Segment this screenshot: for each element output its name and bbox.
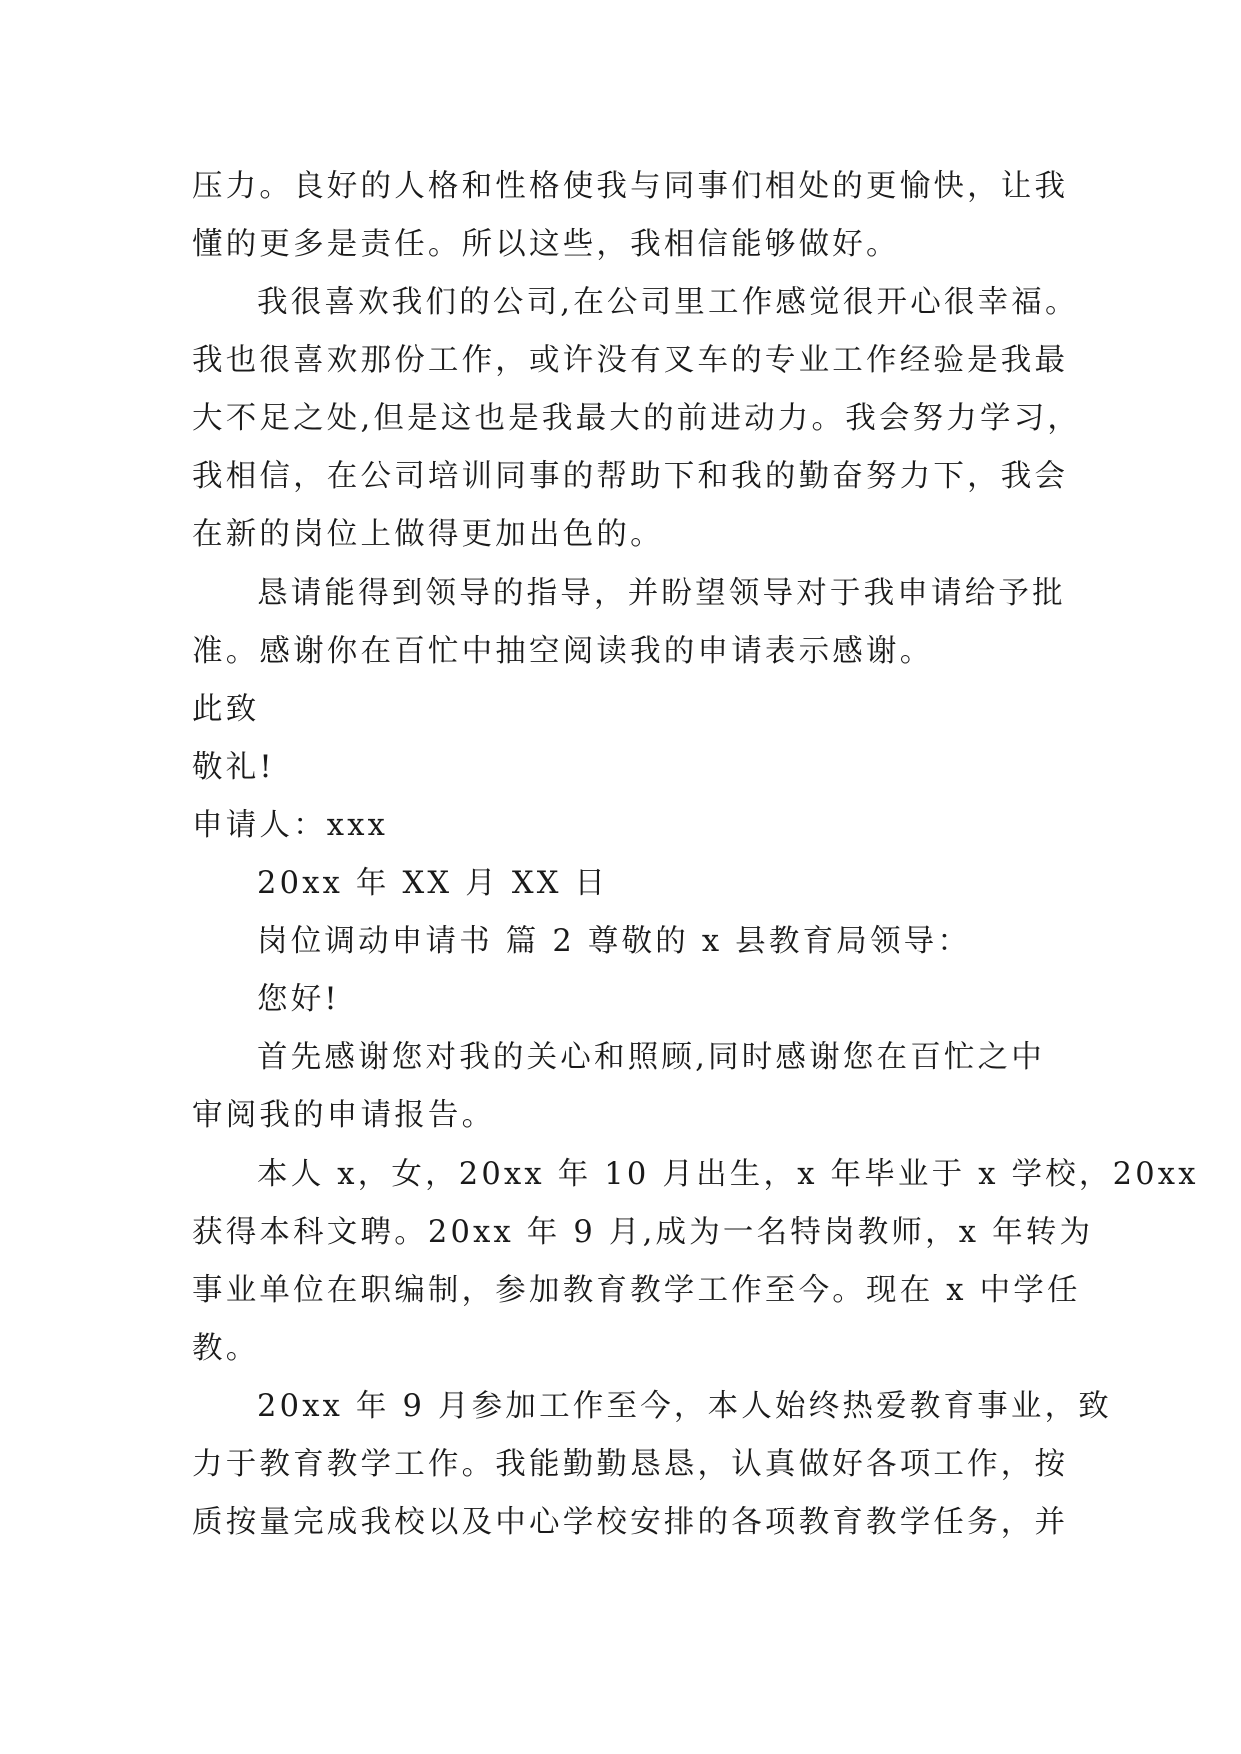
text-line-17: 审阅我的申请报告。 — [192, 1098, 496, 1133]
closing-regards: 敬礼! — [192, 750, 275, 785]
text-line-22: 20xx 年 9 月参加工作至今，本人始终热爱教育事业，致 — [257, 1389, 1113, 1424]
text-line-16: 首先感谢您对我的关心和照顾,同时感谢您在百忙之中 — [257, 1040, 1045, 1075]
text-line-19: 获得本科文聘。20xx 年 9 月,成为一名特岗教师，x 年转为 — [192, 1215, 1094, 1250]
text-line-9: 准。感谢你在百忙中抽空阅读我的申请表示感谢。 — [192, 634, 934, 669]
text-line-21: 教。 — [192, 1331, 260, 1366]
greeting: 您好! — [257, 982, 340, 1017]
text-line-20: 事业单位在职编制，参加教育教学工作至今。现在 x 中学任 — [192, 1273, 1081, 1308]
text-line-8: 恳请能得到领导的指导，并盼望领导对于我申请给予批 — [257, 576, 1066, 611]
text-line-1: 压力。良好的人格和性格使我与同事们相处的更愉快，让我 — [192, 169, 1069, 204]
text-line-2: 懂的更多是责任。所以这些，我相信能够做好。 — [192, 227, 900, 262]
text-line-18: 本人 x，女，20xx 年 10 月出生，x 年毕业于 x 学校，20xx — [257, 1157, 1199, 1192]
section-heading: 岗位调动申请书 篇 2 尊敬的 x 县教育局领导： — [257, 924, 972, 959]
text-line-4: 我也很喜欢那份工作，或许没有叉车的专业工作经验是我最 — [192, 343, 1069, 378]
text-line-5: 大不足之处,但是这也是我最大的前进动力。我会努力学习， — [192, 401, 1082, 436]
text-line-6: 我相信，在公司培训同事的帮助下和我的勤奋努力下，我会 — [192, 459, 1069, 494]
text-line-24: 质按量完成我校以及中心学校安排的各项教育教学任务，并 — [192, 1505, 1069, 1540]
closing-salutation: 此致 — [192, 692, 260, 727]
applicant-signature: 申请人：xxx — [192, 808, 389, 843]
text-line-3: 我很喜欢我们的公司,在公司里工作感觉很开心很幸福。 — [257, 285, 1079, 320]
signature-date: 20xx 年 XX 月 XX 日 — [257, 866, 609, 901]
text-line-23: 力于教育教学工作。我能勤勤恳恳，认真做好各项工作，按 — [192, 1447, 1069, 1482]
text-line-7: 在新的岗位上做得更加出色的。 — [192, 517, 664, 552]
